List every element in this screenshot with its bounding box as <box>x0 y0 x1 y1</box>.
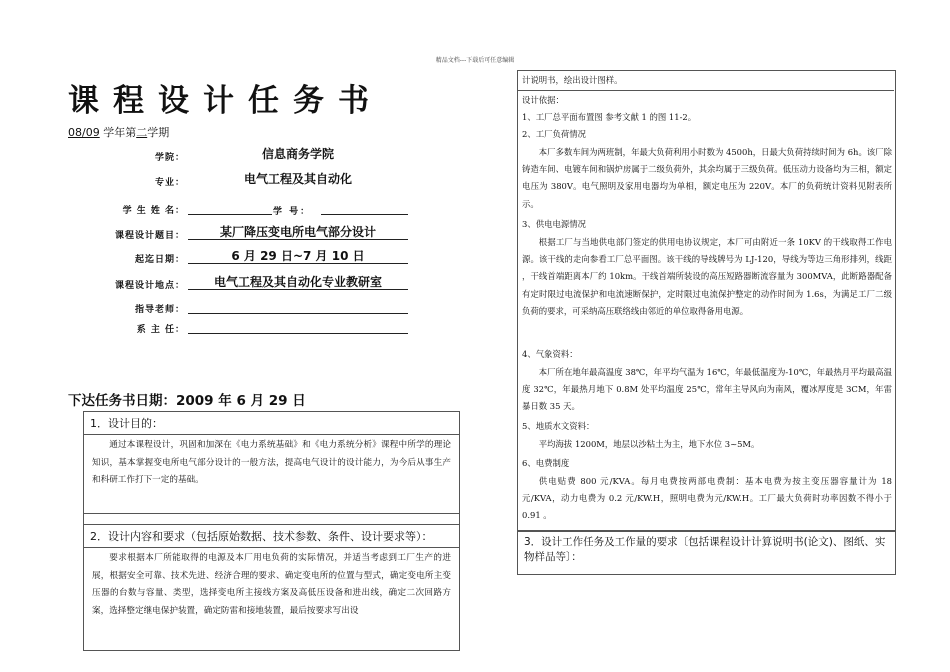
advisor-line <box>188 296 408 314</box>
place-value: 电气工程及其自动化专业教研室 <box>213 275 382 289</box>
right-basis: 设计依据： <box>522 95 564 105</box>
field-place <box>85 272 415 292</box>
right-item3-text: 根据工厂与当地供电部门签定的供用电协议规定，本厂可由附近一条 10KV 的干线取得工作电源。该干线的走向参看工厂总平面图。该干线的导线牌号为 LJ-120，导线为等边三角形排列，线距 ，干线首端距离本厂约 10km。干线首端所装设的高压短路器断流容量为 300MVA，此断路器配备有定时限过电流保护和电流速断保护，定时限过电流保护整定的动作时间为 1.6s，为满足工厂二级负荷的要求，可采纳高压联络线由邻近的单位取得备用电源。 <box>522 237 892 316</box>
section1-heading: 1．设计目的： <box>84 412 459 435</box>
term-semester: 二 <box>136 126 148 139</box>
header-note: 精品文档---下载后可任意编辑 <box>435 57 515 64</box>
field-student <box>85 197 415 217</box>
right-item5-text: 平均海拔 1200M，地层以沙粘土为主，地下水位 3~5M。 <box>538 439 760 449</box>
student-label: 学 生 姓 名： <box>122 206 185 216</box>
section3-box <box>517 530 896 575</box>
right-item5: 5、地质水文资料： <box>522 421 595 431</box>
right-cont: 计说明书，绘出设计图样。 <box>522 75 623 85</box>
field-dates <box>85 246 415 266</box>
page-title: 课程设计任务书 <box>68 83 383 119</box>
field-advisor <box>85 296 415 316</box>
right-item3: 3、供电电源情况 <box>522 219 586 229</box>
field-topic <box>85 222 415 242</box>
section2-heading: 2．设计内容和要求（包括原始数据、技术参数、条件、设计要求等）： <box>84 524 459 548</box>
term-line <box>68 124 169 140</box>
advisor-label: 指导老师： <box>134 305 185 315</box>
section3-heading: 3．设计工作任务及工作量的要求〔包括课程设计计算说明书(论文)、图纸、实物样品等〕： <box>524 536 886 563</box>
task-box-left <box>83 411 460 651</box>
right-divider-1 <box>517 90 894 91</box>
right-item6-text: 供电贴费 800 元/KVA。每月电费按两部电费制：基本电费为按主变压器容量计为 18 元/KVA，动力电费为 0.2 元/KW.H，照明电费为元/KW.H。工厂最大负荷时功率因数不得小于 0.91 。 <box>522 476 892 521</box>
term-label-b: 学期 <box>147 126 170 139</box>
college-label: 学院： <box>154 153 185 163</box>
term-label-a: 学年第 <box>103 126 137 139</box>
major-value: 电气工程及其自动化 <box>243 172 352 186</box>
right-item6: 6、电费制度 <box>522 458 570 468</box>
term-year: 08/09 <box>68 126 100 139</box>
student-line <box>188 197 272 215</box>
section1-text: 通过本课程设计，巩固和加深在《电力系统基础》和《电力系统分析》课程中所学的理论知识，基本掌握变电所电气部分设计的一般方法，提高电气设计的设计能力，为今后从事生产和科研工作打下一定的基础。 <box>84 435 459 514</box>
director-line <box>188 316 408 334</box>
topic-value: 某厂降压变电所电气部分设计 <box>219 225 376 239</box>
major-label: 专业： <box>154 178 185 188</box>
dates-label: 起迄日期： <box>134 255 185 265</box>
student-id-line <box>321 197 408 215</box>
topic-label: 课程设计题目： <box>114 231 185 241</box>
director-label: 系 主 任： <box>136 325 185 335</box>
right-item2-text: 本厂多数车间为两班制，年最大负荷利用小时数为 4500h，日最大负荷持续时间为 6h。该厂除铸造车间、电镀车间和锅炉房属于二级负荷外，其余均属于三级负荷。低压动力设备均为三相，额定电压为 380V。电气照明及家用电器均为单相，额定电压为 220V。本厂的负荷统计资料见附表所示。 <box>522 147 892 209</box>
right-item2: 2、工厂负荷情况 <box>522 129 586 139</box>
dates-value: 6 月 29 日~7 月 10 日 <box>231 249 365 263</box>
field-major <box>85 169 415 189</box>
section2-text: 要求根据本厂所能取得的电源及本厂用电负荷的实际情况，并适当考虑到工厂生产的进展，根据安全可靠、技术先进、经济合理的要求、确定变电所的位置与型式，确定变电所主变压器的台数与容量、类型，选择变电所主接线方案及高低压设备和进出线，确定二次回路方案，选择整定继电保护装置，确定防雷和接地装置，最后按要求写出设 <box>92 553 451 616</box>
right-item4: 4、气象资料： <box>522 349 578 359</box>
field-director <box>85 316 415 336</box>
right-item4-text: 本厂所在地年最高温度 38℃，年平均气温为 16℃，年最低温度为-10℃，年最热月平均最高温度 32℃，年最热月地下 0.8M 处平均温度 25℃，常年主导风向为南风，覆冰厚度是 3CM，年雷暴日数 35 天。 <box>522 367 892 412</box>
student-id-label: 学 号： <box>273 207 312 217</box>
right-item1: 1、工厂总平面布置图 参考文献 1 的图 11-2。 <box>522 112 697 122</box>
field-college <box>85 144 415 164</box>
issue-date: 下达任务书日期：2009 年 6 月 29 日 <box>68 393 306 409</box>
place-label: 课程设计地点： <box>114 281 185 291</box>
college-value: 信息商务学院 <box>261 147 334 161</box>
